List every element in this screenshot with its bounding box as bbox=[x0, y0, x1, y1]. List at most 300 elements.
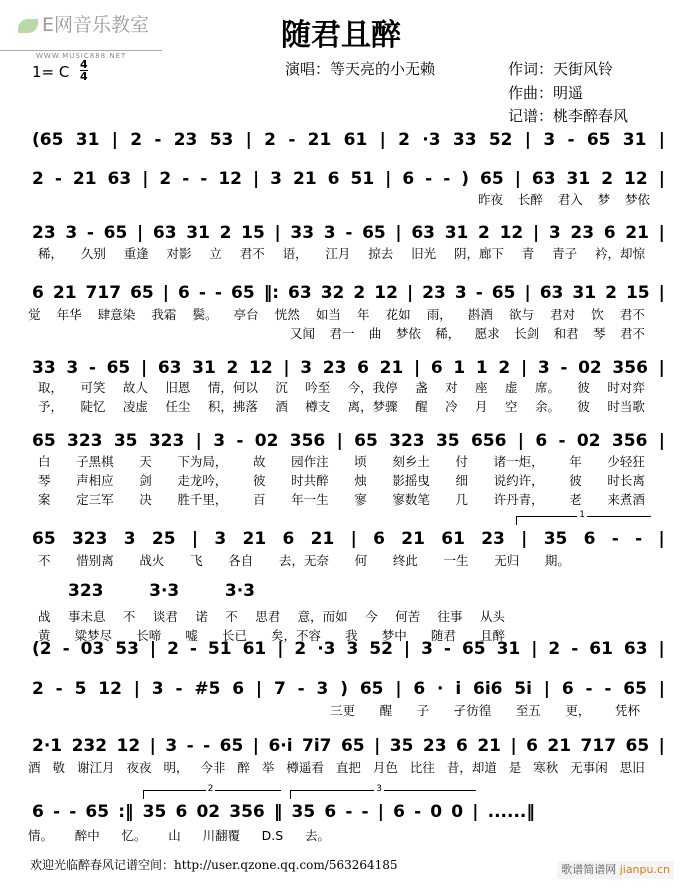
barline: | bbox=[413, 358, 421, 378]
note-group: 23 bbox=[322, 358, 347, 378]
barline: | bbox=[283, 358, 290, 378]
lyric-word: 梦 bbox=[597, 192, 611, 207]
note-group: - bbox=[214, 283, 222, 303]
barline: | bbox=[520, 358, 528, 378]
note-group: 32 bbox=[320, 283, 345, 303]
note-group: 6 bbox=[430, 358, 443, 378]
lyric-word: 是 bbox=[508, 760, 522, 775]
transcriber-credit: 记谱：桃李醉春风 bbox=[508, 107, 629, 125]
barline: | bbox=[521, 529, 528, 549]
lyric-word: 几 bbox=[455, 492, 469, 507]
lyric-word: 随君 bbox=[430, 628, 456, 643]
lyric-word: 阴，廊下 bbox=[453, 246, 504, 261]
lyric-word: 琴 bbox=[38, 473, 51, 488]
note-group: 63 bbox=[623, 639, 648, 659]
note-group: 21 bbox=[625, 223, 649, 243]
note-group: 33 bbox=[290, 223, 315, 243]
barline: | bbox=[658, 679, 665, 699]
note-group: 2 bbox=[478, 223, 490, 243]
lyric-word: 长剑 bbox=[514, 326, 540, 341]
lyric-word: 付 bbox=[455, 454, 469, 469]
notation-row bbox=[32, 283, 665, 303]
note-group: 2 bbox=[353, 283, 366, 303]
lyric-word: 凌虚 bbox=[122, 399, 148, 414]
note-group: 3·3 bbox=[224, 581, 255, 601]
note-group: 31 bbox=[192, 358, 216, 378]
footer-link[interactable]: 欢迎光临醉春风记谱空间：http://user.qzone.qq.com/563264185 bbox=[30, 858, 398, 872]
volta-number: 1 bbox=[579, 510, 586, 520]
lyric-word: 谢江月 bbox=[76, 760, 115, 775]
barline: | bbox=[472, 802, 479, 822]
barline: | bbox=[377, 802, 384, 822]
lyric-word: 许丹青， bbox=[493, 492, 544, 507]
barline: | bbox=[137, 223, 144, 243]
lyric-word: 百 bbox=[253, 492, 266, 507]
barline: | bbox=[658, 639, 665, 659]
lyric-word: 时对弈 bbox=[607, 380, 645, 395]
note-group: 6 bbox=[32, 283, 44, 303]
barline: | bbox=[140, 358, 148, 378]
lyric-line bbox=[38, 553, 570, 568]
note-group: 6·i bbox=[268, 736, 293, 756]
note-group: 63 bbox=[152, 223, 177, 243]
note-group: 35 bbox=[389, 736, 414, 756]
note-group: 33 bbox=[32, 358, 56, 378]
barline: | bbox=[658, 529, 665, 549]
lyric-word: 梦依 bbox=[624, 192, 650, 207]
note-group: 35 bbox=[142, 802, 167, 822]
note-group: - bbox=[414, 802, 422, 822]
lyric-word: 稀， bbox=[38, 246, 64, 261]
lyric-word: 情，何以 bbox=[207, 380, 258, 395]
note-group: - bbox=[189, 639, 197, 659]
key-signature: 1= C bbox=[32, 63, 70, 81]
barline: | bbox=[336, 431, 343, 451]
note-group: 63 bbox=[157, 358, 182, 378]
lyric-word: 立 bbox=[209, 246, 222, 261]
note-group: 65 bbox=[130, 283, 154, 303]
lyric-word: 梦依 bbox=[395, 326, 421, 341]
note-group: 2 bbox=[294, 639, 307, 659]
note-group: 3 bbox=[316, 679, 329, 699]
note-group: 0 bbox=[430, 802, 443, 822]
note-group: 21 bbox=[242, 529, 267, 549]
lyric-word: 影摇曳 bbox=[392, 473, 430, 488]
note-group: 21 bbox=[379, 358, 404, 378]
notation-row bbox=[32, 358, 665, 378]
lyric-word: 至五 bbox=[515, 703, 541, 718]
lyric-word: 彼 bbox=[253, 473, 266, 488]
note-group: 12 bbox=[499, 223, 524, 243]
lyric-word: 旧恩 bbox=[165, 380, 191, 395]
note-group: 323 bbox=[68, 581, 104, 601]
lyric-word: 矣，不容 bbox=[271, 628, 322, 643]
watermark-site: jianpu.cn bbox=[619, 863, 670, 876]
note-group: 6 bbox=[175, 802, 188, 822]
note-group: 6 bbox=[583, 529, 596, 549]
lyric-word: 长已 bbox=[221, 628, 247, 643]
lyric-line bbox=[38, 246, 645, 261]
note-group: 21 bbox=[52, 283, 77, 303]
barline: | bbox=[162, 283, 169, 303]
barline: | bbox=[111, 130, 118, 150]
lyric-word: 谈君 bbox=[152, 609, 178, 624]
lyric-word: 雨， bbox=[426, 307, 452, 322]
lyric-word: 觉 bbox=[28, 307, 41, 322]
note-group: 21 bbox=[310, 529, 335, 549]
note-group: 02 bbox=[578, 358, 602, 378]
lyric-line bbox=[38, 380, 645, 395]
note-group: 65 bbox=[586, 130, 611, 150]
lyric-word: 比往 bbox=[409, 760, 435, 775]
note-group: - bbox=[88, 358, 96, 378]
lyric-word: 故人 bbox=[122, 380, 148, 395]
note-group: 31 bbox=[75, 130, 100, 150]
lyric-word: 梦中 bbox=[381, 628, 407, 643]
lyric-word: 饮 bbox=[591, 307, 604, 322]
lyric-word: 一生 bbox=[443, 553, 469, 568]
note-group: 15 bbox=[241, 223, 265, 243]
note-group: - bbox=[571, 639, 579, 659]
lyric-word: 山 bbox=[168, 828, 181, 843]
lyric-word: 亭台 bbox=[233, 307, 259, 322]
note-group: ·3 bbox=[422, 130, 441, 150]
lyric-word: 沉 bbox=[275, 380, 288, 395]
lyric-word: 园作注 bbox=[291, 454, 329, 469]
lyric-word: 胜千里， bbox=[177, 492, 228, 507]
logo-text: E网音乐教室 bbox=[42, 14, 150, 36]
note-group: 7i7 bbox=[302, 736, 332, 756]
lyric-word: 飞 bbox=[190, 553, 203, 568]
lyric-word: 月 bbox=[475, 399, 488, 414]
lyric-word: 鬓。 bbox=[192, 307, 218, 322]
lyric-word: 琴 bbox=[593, 326, 606, 341]
lyric-word: 和君 bbox=[553, 326, 579, 341]
note-group: 6 bbox=[327, 169, 340, 189]
lyric-word: 可笑 bbox=[80, 380, 106, 395]
lyric-line bbox=[28, 828, 330, 843]
note-group: 3 bbox=[548, 223, 561, 243]
note-group: - bbox=[52, 802, 61, 822]
lyric-word: 君不 bbox=[619, 307, 645, 322]
barline: | bbox=[658, 431, 665, 451]
lyric-word: 举 bbox=[261, 760, 275, 775]
lyric-word: 定三军 bbox=[76, 492, 114, 507]
note-group: 6 bbox=[232, 679, 245, 699]
note-group: 3 bbox=[421, 639, 433, 659]
note-group: 6 bbox=[373, 529, 385, 549]
lyric-word: 彼 bbox=[577, 380, 590, 395]
note-group: 25 bbox=[151, 529, 176, 549]
lyric-word: 语， bbox=[282, 246, 308, 261]
note-group: 31 bbox=[566, 169, 591, 189]
barline: | bbox=[532, 223, 540, 243]
lyric-line bbox=[38, 609, 505, 624]
barline: | bbox=[658, 169, 665, 189]
note-group: 3 bbox=[66, 358, 79, 378]
lyric-word: 下为局， bbox=[177, 454, 228, 469]
note-group: 65 bbox=[623, 679, 647, 699]
lyric-word: 烛 bbox=[354, 473, 367, 488]
lyric-word: 青子 bbox=[552, 246, 578, 261]
note-group: 6 bbox=[393, 802, 405, 822]
lyric-word: 稀， bbox=[435, 326, 461, 341]
lyric-word: 不 bbox=[225, 609, 238, 624]
singer-credit: 演唱：等天亮的小无赖 bbox=[285, 60, 436, 78]
lyric-word: 白 bbox=[38, 454, 51, 469]
note-group: - bbox=[345, 223, 353, 243]
barline: ‖: bbox=[263, 283, 279, 303]
barline: | bbox=[385, 169, 392, 189]
note-group: 3 bbox=[543, 130, 556, 150]
lyric-word: 青 bbox=[521, 246, 535, 261]
note-group: 2·1 bbox=[32, 736, 63, 756]
barline: | bbox=[277, 639, 284, 659]
lyric-word: 不 bbox=[38, 553, 51, 568]
lyric-word: 年一生 bbox=[291, 492, 329, 507]
lyric-word: 长醉 bbox=[517, 192, 543, 207]
lyric-word: 重逢 bbox=[123, 246, 149, 261]
lyric-word: 君不 bbox=[619, 326, 645, 341]
note-group: 2 bbox=[32, 679, 44, 699]
notation-row bbox=[32, 679, 665, 699]
lyric-word: 明， bbox=[163, 760, 189, 775]
note-group: 3 bbox=[214, 529, 227, 549]
lyric-word: 各自 bbox=[228, 553, 254, 568]
note-group: 52 bbox=[369, 639, 393, 659]
lyric-word: 且醉 bbox=[479, 628, 505, 643]
note-group: 323 bbox=[148, 431, 185, 451]
lyric-word: 终此 bbox=[392, 553, 418, 568]
lyric-word: 忆。 bbox=[121, 828, 147, 843]
lyric-line bbox=[290, 326, 645, 341]
note-group: 3 bbox=[123, 529, 136, 549]
lyric-word: 故 bbox=[253, 454, 266, 469]
lyric-word: 愿求 bbox=[474, 326, 500, 341]
lyric-word: 又闻 bbox=[290, 326, 316, 341]
lyric-word: 予， bbox=[38, 399, 64, 414]
note-group: 717 bbox=[580, 736, 617, 756]
lyric-word: 任尘 bbox=[165, 399, 191, 414]
barline: | bbox=[406, 283, 414, 303]
lyric-word: 昨夜 bbox=[478, 192, 504, 207]
notation-row bbox=[32, 802, 535, 822]
lyric-word: 老 bbox=[569, 492, 582, 507]
barline: | bbox=[195, 431, 202, 451]
lyric-word: 粱梦尽 bbox=[74, 628, 113, 643]
barline: | bbox=[514, 169, 521, 189]
barline: | bbox=[403, 639, 411, 659]
lyric-word: 君不 bbox=[239, 246, 265, 261]
lyric-line bbox=[28, 760, 645, 775]
note-group: 356 bbox=[229, 802, 265, 822]
lyric-word: 惜别离 bbox=[76, 553, 114, 568]
lyric-word: 诺 bbox=[195, 609, 208, 624]
note-group: 02 bbox=[196, 802, 221, 822]
note-group: 35 bbox=[543, 529, 568, 549]
note-group: 31 bbox=[444, 223, 469, 243]
note-group: 23 bbox=[173, 130, 198, 150]
lyric-word: 掠去 bbox=[368, 246, 394, 261]
note-group: 323 bbox=[71, 529, 108, 549]
lyric-word: 彼 bbox=[569, 473, 582, 488]
lyric-word: 取， bbox=[38, 380, 64, 395]
lyric-word: 凭杯 bbox=[614, 703, 640, 718]
lyric-word: 醒 bbox=[415, 399, 428, 414]
note-group: - bbox=[611, 529, 619, 549]
lyric-word: 酒 bbox=[28, 760, 41, 775]
lyric-word: 离，梦骤 bbox=[347, 399, 398, 414]
note-group: 23 bbox=[32, 223, 56, 243]
barline: | bbox=[658, 130, 665, 150]
note-group: 31 bbox=[496, 639, 521, 659]
lyric-word: 吟至 bbox=[305, 380, 331, 395]
lyric-word: 君对 bbox=[550, 307, 576, 322]
volta-number: 2 bbox=[207, 784, 214, 794]
barline: | bbox=[149, 736, 156, 756]
lyric-word: 久别 bbox=[80, 246, 106, 261]
lyric-word: 寒秋 bbox=[533, 760, 559, 775]
note-group: 21 bbox=[401, 529, 425, 549]
note-group: - bbox=[200, 169, 208, 189]
note-group: 65 bbox=[32, 431, 56, 451]
note-group: - bbox=[55, 679, 63, 699]
note-group: 6 bbox=[32, 802, 44, 822]
lyric-word: 声相应 bbox=[76, 473, 114, 488]
barline: | bbox=[252, 736, 259, 756]
note-group: - bbox=[203, 736, 211, 756]
note-group: - bbox=[54, 169, 62, 189]
lyric-word: 恍然 bbox=[274, 307, 300, 322]
note-group: 23 bbox=[570, 223, 595, 243]
time-signature bbox=[80, 59, 88, 82]
barline: :‖ bbox=[118, 802, 134, 822]
lyric-word: 刻乡土 bbox=[392, 454, 430, 469]
lyric-word: 走龙吟， bbox=[177, 473, 228, 488]
note-group: 2 bbox=[130, 130, 143, 150]
volta-bracket bbox=[516, 510, 651, 525]
note-group: (2 bbox=[32, 639, 52, 659]
note-group: 21 bbox=[477, 736, 501, 756]
note-group: 3 bbox=[537, 358, 550, 378]
barline: | bbox=[531, 639, 538, 659]
barline: | bbox=[149, 639, 157, 659]
note-group: i bbox=[455, 679, 462, 699]
note-group: 5 bbox=[74, 679, 87, 699]
lyric-word: 三更 bbox=[330, 703, 356, 718]
lyric-line bbox=[38, 492, 645, 507]
note-group: 35 bbox=[113, 431, 138, 451]
note-group: 63 bbox=[107, 169, 132, 189]
note-group: 12 bbox=[374, 283, 398, 303]
note-group: ) bbox=[461, 169, 470, 189]
lyric-word: 我 bbox=[345, 628, 358, 643]
note-group: 2 bbox=[32, 169, 44, 189]
lyric-word: 更， bbox=[565, 703, 591, 718]
note-group: 2 bbox=[398, 130, 410, 150]
lyric-word: 战火 bbox=[139, 553, 165, 568]
lyric-word: 年 bbox=[569, 454, 582, 469]
note-group: 03 bbox=[80, 639, 105, 659]
lyric-word: 何 bbox=[354, 553, 368, 568]
note-group: 3 bbox=[151, 679, 164, 699]
note-group: 65 bbox=[362, 223, 386, 243]
note-group: - bbox=[154, 130, 162, 150]
note-group: 356 bbox=[289, 431, 326, 451]
note-group: 12 bbox=[98, 679, 122, 699]
note-group: 21 bbox=[293, 169, 317, 189]
note-group: 65 bbox=[106, 358, 131, 378]
note-group: 23 bbox=[481, 529, 505, 549]
note-group: 6 bbox=[357, 358, 369, 378]
note-group: 656 bbox=[470, 431, 507, 451]
note-group: 6 bbox=[324, 802, 337, 822]
lyric-word: 盏 bbox=[415, 380, 428, 395]
note-group: 23 bbox=[422, 736, 447, 756]
alternate-notation bbox=[68, 581, 255, 601]
note-group: 02 bbox=[254, 431, 279, 451]
lyric-word: 时当歌 bbox=[607, 399, 645, 414]
lyric-word: 冷 bbox=[445, 399, 458, 414]
lyric-word: 欲与 bbox=[509, 307, 535, 322]
note-group: #5 bbox=[194, 679, 221, 699]
barline: | bbox=[133, 679, 140, 699]
notation-row bbox=[32, 169, 665, 189]
note-group: 356 bbox=[611, 431, 648, 451]
note-group: - bbox=[69, 802, 77, 822]
watermark bbox=[557, 861, 674, 879]
note-group: 6 bbox=[177, 283, 190, 303]
lyric-word: 旧光 bbox=[411, 246, 437, 261]
lyric-word: 醒 bbox=[379, 703, 393, 718]
note-group: 35 bbox=[291, 802, 316, 822]
note-group: 12 bbox=[116, 736, 141, 756]
note-group: 1 bbox=[453, 358, 466, 378]
lyric-word: 诸一炬， bbox=[493, 454, 544, 469]
lyric-word: 对影 bbox=[166, 246, 192, 261]
barline: | bbox=[191, 529, 199, 549]
lyric-word: 斟酒 bbox=[467, 307, 493, 322]
barline: | bbox=[395, 223, 402, 243]
note-group: 3·3 bbox=[149, 581, 180, 601]
note-group: 3 bbox=[300, 358, 313, 378]
lyric-word: 今非 bbox=[200, 760, 226, 775]
note-group: 31 bbox=[186, 223, 210, 243]
note-group: - bbox=[198, 283, 206, 303]
note-group: 3 bbox=[165, 736, 178, 756]
note-group: 65 bbox=[461, 639, 486, 659]
note-group: 65 bbox=[359, 679, 384, 699]
note-group: 3 bbox=[213, 431, 226, 451]
note-group: 2 bbox=[226, 358, 239, 378]
note-group: 0 bbox=[451, 802, 464, 822]
note-group: 21 bbox=[72, 169, 97, 189]
note-group: - bbox=[443, 639, 451, 659]
note-group: 6i6 bbox=[472, 679, 503, 699]
note-group: 51 bbox=[207, 639, 232, 659]
note-group: 65 bbox=[219, 736, 244, 756]
note-group: - bbox=[560, 358, 568, 378]
note-group: 1 bbox=[475, 358, 488, 378]
notation-row bbox=[32, 529, 665, 549]
lyric-word: 樽遥看 bbox=[286, 760, 324, 775]
lyric-word: 如当 bbox=[315, 307, 341, 322]
lyric-word: 席。 bbox=[534, 380, 560, 395]
lyric-word: 往事 bbox=[437, 609, 463, 624]
lyric-word: 从头 bbox=[479, 609, 505, 624]
note-group: 63 bbox=[411, 223, 435, 243]
note-group: - bbox=[425, 169, 433, 189]
